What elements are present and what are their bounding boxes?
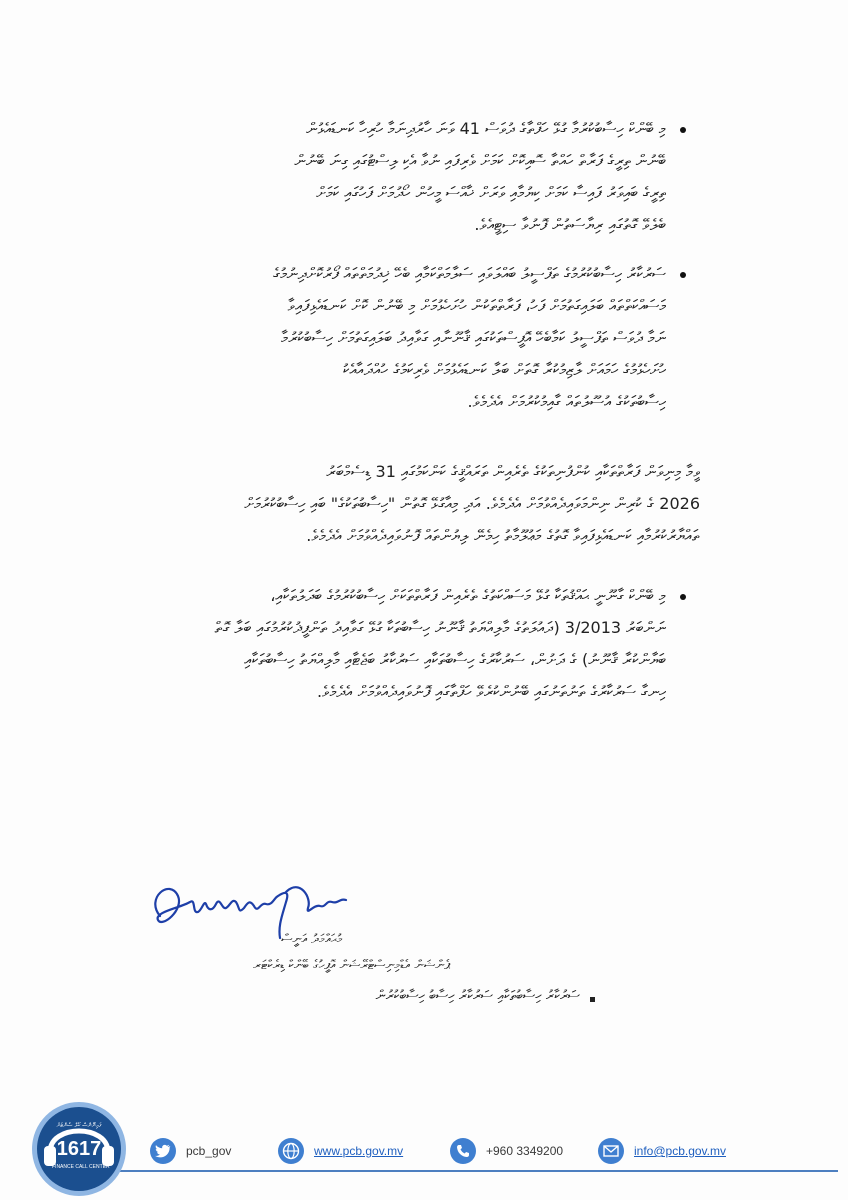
website-link[interactable]: www.pcb.gov.mv: [314, 1144, 404, 1158]
text-line: ބަޔާންކުރާ ޤާނޫނު) ގެ ދަށުން، ސަރުކާރުގެ ހިސާބުތަކާއި ސަރުކާރު ބަޖެޓާއި މާލިއްޔަތު ހިސާބުތަކާއި: [244, 650, 666, 669]
text-line: ސަރުކާރު ހިސާބުކުރުމުގެ ތަފްސީލު ބައްލަވައި ސަލާމަތްކަމާއި ބެހޭ ޚިދުމަތްތައް ފޯރުކޮށްދިނުމުގެ: [273, 264, 666, 283]
text-line: މި ބޭންކް ހިސާބުކުރުމާ ގުޅޭ ހަފްތާގެ ދުވަސް 41 ވަނަ ހާރުދިނަމާ ހުރިހާ ކަނޑައެޅުން: [306, 119, 666, 138]
footer-twitter[interactable]: [150, 1136, 231, 1166]
footer-website[interactable]: [278, 1136, 403, 1166]
twitter-handle: pcb_gov: [186, 1144, 232, 1158]
envelope-icon: [598, 1138, 624, 1164]
footer-phone[interactable]: [450, 1136, 563, 1166]
call-center-badge: [30, 1100, 128, 1198]
signature-block: [100, 860, 450, 980]
globe-icon: [278, 1138, 304, 1164]
phone-icon: [450, 1138, 476, 1164]
badge-bottom-text: FINANCE CALL CENTER: [52, 1164, 110, 1170]
phone-number: +960 3349200: [486, 1144, 564, 1158]
body-paragraph: [110, 456, 700, 552]
text-line: ހިނގާ ސަރުކާރުގެ ތަނުތަނުގައި ބޭނުންކުރެވޭ ހަފްތާގައި ފޮނުވައިދެއްވުމަށް އެދެމެވެ.: [316, 682, 666, 701]
footer-email[interactable]: [598, 1136, 726, 1166]
bullet-dot: [680, 127, 686, 133]
cc-bullet: [590, 997, 595, 1002]
bullet-dot: [680, 594, 686, 600]
text-line: ނަމާ ދުވަސް ތަފްސީލު ކަމާބެހޭ އޮފީސްތަކުގައި ޤާނޫނާއި ގަވާއިދު ބަލައިގަތުމަށް ހިސާބުކުރުމާ: [281, 328, 666, 347]
signatory-name: މުޙައްމަދު އަނީސް: [281, 932, 342, 947]
text-line: ބެލެވޭ ގޮތުގައި ރިޔާސަތުން ފޮނުވާ ސިޓީއެވެ.: [474, 215, 666, 234]
text-line: ނަންބަރު 3/2013 (ދައުލަތުގެ މާލިއްޔަތު ޤާނޫނު ހިސާބުތަކާ ގުޅޭ ގަވާއިދު ތަންފީޛުކުރުމުގައި ބަލާ ގޮތް: [214, 618, 666, 637]
text-line: ބޭނުން ތިރީގެ ފަރާތް ހައްތާ ސޮއިކޮށް ކަމަށް ވެރިފައި ނުވާ އެކި ލިސްޓުގައި ގިނަ ބޭނުން: [294, 151, 666, 170]
badge-top-text: ފައިނޭންސް ކޯލް ސެންޓަރު: [56, 1122, 102, 1129]
email-link[interactable]: info@pcb.gov.mv: [634, 1144, 726, 1158]
signatory-title: ޕެންޝަން އެޑްމިނިސްޓްރޭޝަން އޮފީހުގެ ބޭންކް ޑިރެކްޓަރ: [253, 958, 450, 973]
twitter-icon: [150, 1138, 176, 1164]
text-line: މަސައްކަތްތައް ބަލައިގަތުމަށް ފަހު، ފަރާތްތަކުން ހުށަހެޅުމަށް މި ބޭނުން ކޮށް ކަނޑައެޅިފައިވާ: [287, 296, 666, 315]
cc-recipient: ސަރުކާރު ހިސާބުތަކާއި ސަރުކާރު ހިސާބު ހިސާބުކުރުން: [375, 988, 580, 1004]
bullet-paragraph-2: [110, 258, 666, 418]
bullet-dot: [680, 272, 686, 278]
text-line: ތިރީގެ ބައިވަރު ފައިސާ ކަމަށް ކިޔުމާއި ވަރަށް ޚާއްސަ މީހުން ހޯދުމަށް ފަހުގައި ކަމަށް: [316, 183, 666, 202]
bullet-paragraph-3: [110, 580, 666, 708]
text-line: ވީމާ މިނިވަން ފަރާތްތަކާއި ކުންފުނިތަކުގެ ތެރެއިން ތަރައްޤީގެ ކަންކަމުގައި 31 ޑިސެމްބަރު: [326, 462, 700, 481]
badge-number: 1617: [56, 1138, 102, 1160]
text-line: މި ބޭންކް ގާނޫނީ ޙައްޤުތަކާ ގުޅޭ މަސައްކަތުގެ ތެރެއިން ފަރާތްތަކަށް ހިސާބުކުރުމުގެ ބަދަލުތަކާއި،: [270, 586, 666, 605]
text-line: 2026 ގެ ކުރިން ނިންމަވައިދެއްވުމަށް އެދެމެވެ. އަދި މިއާގުޅޭ ގޮތުން "ހިސާބުތަކުގެ" ބައި ހިސާބުކުރުމަށް: [244, 494, 700, 513]
bullet-paragraph-1: [110, 113, 666, 241]
text-line: ހުށަހެޅުމުގެ ހަމައަށް ލާޒިމުކުރާ ގޮތަށް ބަލާ ކަނޑައެޅުމަށް ވެރިކަމުގެ ހުއްދައާއެކު: [342, 360, 666, 379]
text-line: ތައްޔާރުކުރުމާއި ކަނޑައެޅިފައިވާ ގޮތުގެ މަޢުލޫމާތު ހިމެނޭ ލިޔުންތައް ފޮނުވައިދެއްވުމަށް އެދެމެވެ.: [306, 526, 700, 545]
text-line: ހިސާބުތަކުގެ އުސޫލުތައް ގާއިމުކުރުމަށް އެދެމެވެ.: [467, 392, 666, 411]
footer-divider: [118, 1170, 838, 1172]
